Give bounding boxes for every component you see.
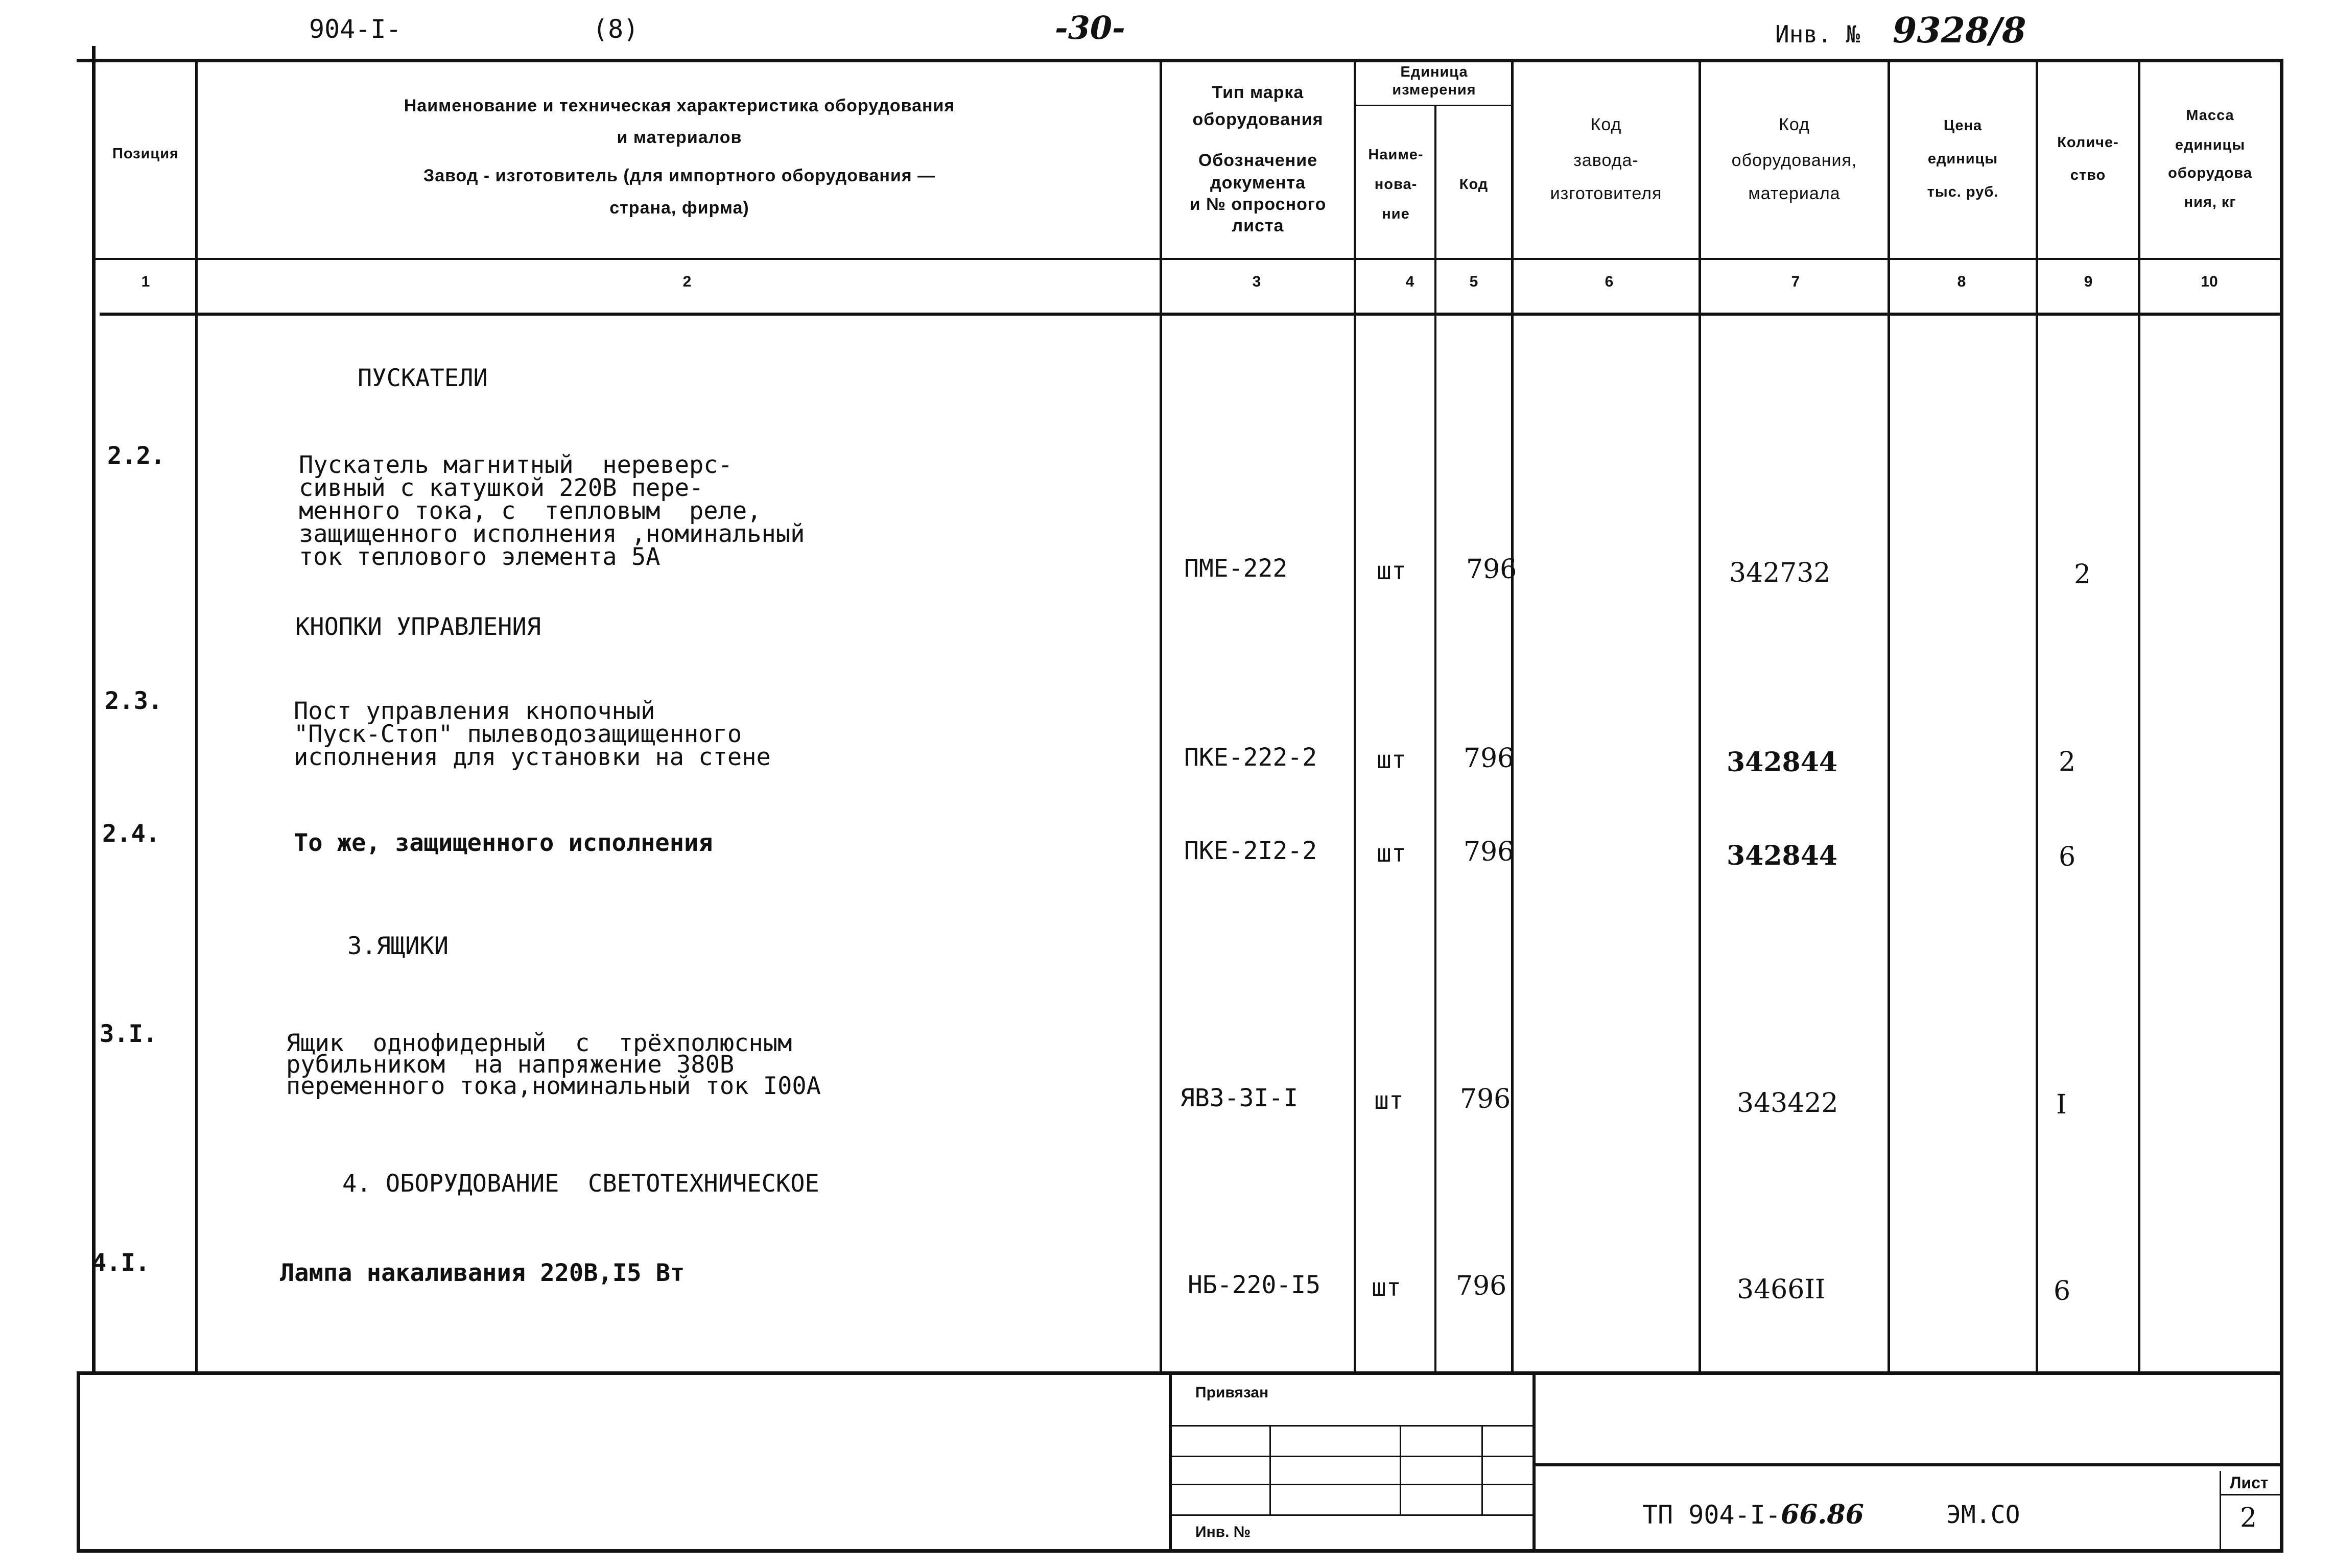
row-equip-code: 342844 (1727, 840, 1838, 871)
row-unit-code: 796 (1456, 1271, 1507, 1301)
header-unit-line1: Единица (1400, 64, 1468, 80)
row-equip-code: 342732 (1729, 558, 1831, 588)
col-number-1: 1 (141, 273, 150, 290)
row-unit-code: 796 (1466, 554, 1517, 585)
header-type-line4: документа (1210, 173, 1306, 193)
row-description-line: менного тока, с тепловым реле, (299, 497, 762, 525)
series-code: 904-I- (309, 14, 402, 44)
header-name-line2: и материалов (617, 128, 742, 147)
document-suffix: ЭМ.СО (1946, 1501, 2020, 1529)
row-unit: шт (1377, 839, 1406, 868)
row-unit-code: 796 (1460, 1084, 1511, 1114)
header-qty-line1: Количе- (2057, 134, 2119, 151)
section-heading-boxes: 3.ЯЩИКИ (347, 932, 449, 960)
header-mass-line4: ния, кг (2184, 194, 2236, 210)
sheet-paren: (8) (593, 14, 639, 44)
col-number-8: 8 (1957, 273, 1966, 290)
section-heading-buttons: КНОПКИ УПРАВЛЕНИЯ (295, 613, 541, 641)
header-mass-line3: оборудова (2168, 165, 2252, 181)
row-description-line: Ящик однофидерный с трёхполюсным (286, 1029, 792, 1057)
header-unit-name-line2: нова- (1374, 176, 1418, 193)
header-price-line3: тыс. руб. (1927, 184, 1999, 200)
row-equip-code: 342844 (1727, 747, 1838, 778)
header-qty-line2: ство (2070, 167, 2106, 183)
row-qty: 6 (2059, 842, 2076, 872)
row-qty: 2 (2074, 559, 2091, 590)
stamp-inventory-label: Инв. № (1195, 1524, 1251, 1540)
header-type-line6: листа (1232, 216, 1284, 235)
row-position: 2.4. (102, 820, 160, 848)
col-number-6: 6 (1605, 273, 1614, 290)
header-price-line2: единицы (1927, 151, 1998, 167)
col-number-5: 5 (1469, 273, 1478, 290)
header-name-line1: Наименование и техническая характеристика оборудования (404, 96, 955, 115)
row-description-line: исполнения для установки на стене (294, 743, 771, 771)
sheet-label: Лист (2230, 1474, 2269, 1492)
row-description-line: То же, защищенного исполнения (294, 829, 713, 857)
row-qty: 2 (2059, 747, 2076, 777)
header-type-line1: Тип марка (1212, 83, 1304, 102)
header-unit-code: Код (1459, 176, 1489, 193)
sheet-number: 2 (2240, 1503, 2257, 1533)
header-price-line1: Цена (1943, 117, 1983, 134)
document-code-number: 66.86 (1780, 1499, 1864, 1530)
row-type: ПКЕ-2I2-2 (1184, 837, 1317, 865)
inventory-number: 9328/8 (1893, 10, 2026, 51)
header-factory-line3: изготовителя (1550, 184, 1662, 203)
inventory-label: Инв. № (1775, 20, 1860, 48)
row-qty: 6 (2054, 1276, 2071, 1306)
col-number-3: 3 (1252, 273, 1261, 290)
header-equip-line3: материала (1748, 184, 1841, 203)
document-code-prefix: ТП 904-I- (1642, 1500, 1781, 1530)
header-name-line4: страна, фирма) (609, 198, 749, 218)
row-description-line: Лампа накаливания 220В,I5 Вт (280, 1259, 685, 1287)
header-type-line3: Обозначение (1198, 151, 1318, 170)
row-position: 4.I. (92, 1249, 150, 1277)
header-unit-name-line1: Наиме- (1368, 147, 1424, 163)
header-position: Позиция (112, 146, 179, 162)
row-unit-code: 796 (1464, 743, 1515, 774)
row-description-line: Пускатель магнитный нереверс- (299, 451, 733, 479)
header-mass-line1: Масса (2186, 107, 2234, 124)
document-code (1642, 1499, 1864, 1530)
row-unit: шт (1377, 746, 1406, 774)
col-number-7: 7 (1791, 273, 1800, 290)
row-description-line: Пост управления кнопочный (294, 697, 655, 725)
row-description-line: защищенного исполнения ,номинальный (299, 520, 805, 548)
row-equip-code: 343422 (1737, 1088, 1838, 1119)
header-unit-line2: измерения (1392, 82, 1476, 98)
col-number-4: 4 (1405, 273, 1414, 290)
row-description-line: ток теплового элемента 5А (299, 543, 661, 571)
section-heading-starters: ПУСКАТЕЛИ (358, 364, 488, 392)
header-mass-line2: единицы (2175, 137, 2246, 153)
header-factory-line2: завода- (1573, 151, 1639, 170)
row-position: 2.2. (107, 442, 166, 470)
row-type: НБ-220-I5 (1188, 1271, 1321, 1299)
row-description-line: "Пуск-Стоп" пылеводозащищенного (294, 720, 742, 748)
row-type: ПМЕ-222 (1184, 554, 1288, 583)
header-unit-name-line3: ние (1382, 206, 1410, 222)
row-unit: шт (1372, 1273, 1401, 1302)
row-equip-code: 3466II (1737, 1274, 1826, 1305)
col-number-9: 9 (2084, 273, 2093, 290)
row-type: ЯВЗ-3I-I (1180, 1084, 1299, 1112)
stamp-bound-label: Привязан (1195, 1384, 1269, 1401)
col-number-10: 10 (2201, 273, 2218, 290)
row-description-line: сивный с катушкой 220В пере- (299, 474, 704, 502)
header-type-line2: оборудования (1192, 110, 1324, 129)
section-heading-lighting: 4. ОБОРУДОВАНИЕ СВЕТОТЕХНИЧЕСКОЕ (342, 1170, 819, 1198)
page-mark: -30- (1055, 9, 1125, 46)
header-name-line3: Завод - изготовитель (для импортного оборудования — (423, 166, 936, 185)
row-description-line: переменного тока,номинальный ток I00А (286, 1072, 821, 1100)
col-number-2: 2 (682, 273, 692, 290)
row-position: 2.3. (105, 687, 163, 715)
header-equip-line1: Код (1779, 115, 1810, 134)
row-type: ПКЕ-222-2 (1184, 743, 1317, 772)
header-type-line5: и № опросного (1189, 195, 1327, 214)
header-factory-line1: Код (1590, 115, 1622, 134)
header-equip-line2: оборудования, (1731, 151, 1857, 170)
row-unit: шт (1374, 1086, 1404, 1115)
row-position: 3.I. (100, 1020, 158, 1048)
row-qty: I (2056, 1089, 2067, 1120)
row-unit: шт (1377, 557, 1406, 585)
row-description-line: рубильником на напряжение 380В (286, 1051, 735, 1079)
row-unit-code: 796 (1464, 837, 1515, 867)
